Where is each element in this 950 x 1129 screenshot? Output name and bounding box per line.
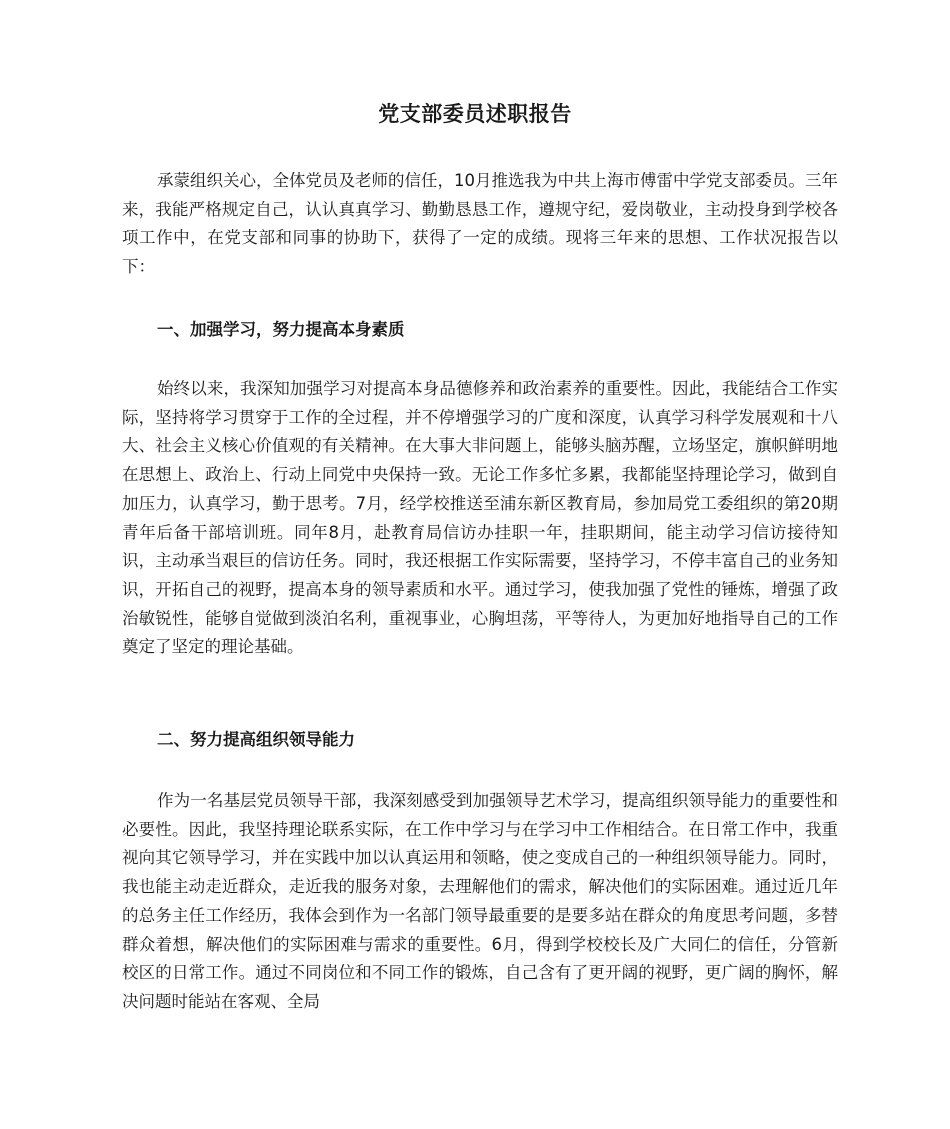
- section-1-heading: 一、加强学习，努力提高本身素质: [157, 320, 405, 339]
- intro-paragraph: 承蒙组织关心，全体党员及老师的信任，10月推选我为中共上海市傅雷中学党支部委员。三年来，我能严格规定自己，认认真真学习、勤勤恳恳工作，遵规守纪，爱岗敬业，主动投身到学校各项工作中，在党支部和同事的协助下，获得了一定的成绩。现将三年来的思想、工作状况报告以下：: [122, 171, 838, 277]
- section-1-paragraph: 始终以来，我深知加强学习对提高本身品德修养和政治素养的重要性。因此，我能结合工作实际，坚持将学习贯穿于工作的全过程，并不停增强学习的广度和深度，认真学习科学发展观和十八大、社会主义核心价值观的有关精神。在大事大非问题上，能够头脑苏醒，立场坚定，旗帜鲜明地在思想上、政治上、行动上同党中央保持一致。无论工作多忙多累，我都能坚持理论学习，做到自加压力，认真学习，勤于思考。7月，经学校推送至浦东新区教育局，参加局党工委组织的第20期青年后备干部培训班。同年8月，赴教育局信访办挂职一年，挂职期间，能主动学习信访接待知识，主动承当艰巨的信访任务。同时，我还根据工作实际需要，坚持学习，不停丰富自己的业务知识，开拓自己的视野，提高本身的领导素质和水平。通过学习，使我加强了党性的锤炼，增强了政治敏锐性，能够自觉做到淡泊名利，重视事业，心胸坦荡，平等待人，为更加好地指导自己的工作奠定了坚定的理论基础。: [122, 379, 838, 657]
- section-2-heading: 二、努力提高组织领导能力: [157, 730, 355, 749]
- section-2-paragraph: 作为一名基层党员领导干部，我深刻感受到加强领导艺术学习，提高组织领导能力的重要性和必要性。因此，我坚持理论联系实际，在工作中学习与在学习中工作相结合。在日常工作中，我重视向其它领导学习，并在实践中加以认真运用和领略，使之变成自己的一种组织领导能力。同时，我也能主动走近群众，走近我的服务对象，去理解他们的需求，解决他们的实际困难。通过近几年的总务主任工作经历，我体会到作为一名部门领导最重要的是要多站在群众的角度思考问题，多替群众着想，解决他们的实际困难与需求的重要性。6月，得到学校校长及广大同仁的信任，分管新校区的日常工作。通过不同岗位和不同工作的锻炼，自己含有了更开阔的视野，更广阔的胸怀，解决问题时能站在客观、全局: [122, 791, 838, 1011]
- document-title: 党支部委员述职报告: [378, 102, 572, 126]
